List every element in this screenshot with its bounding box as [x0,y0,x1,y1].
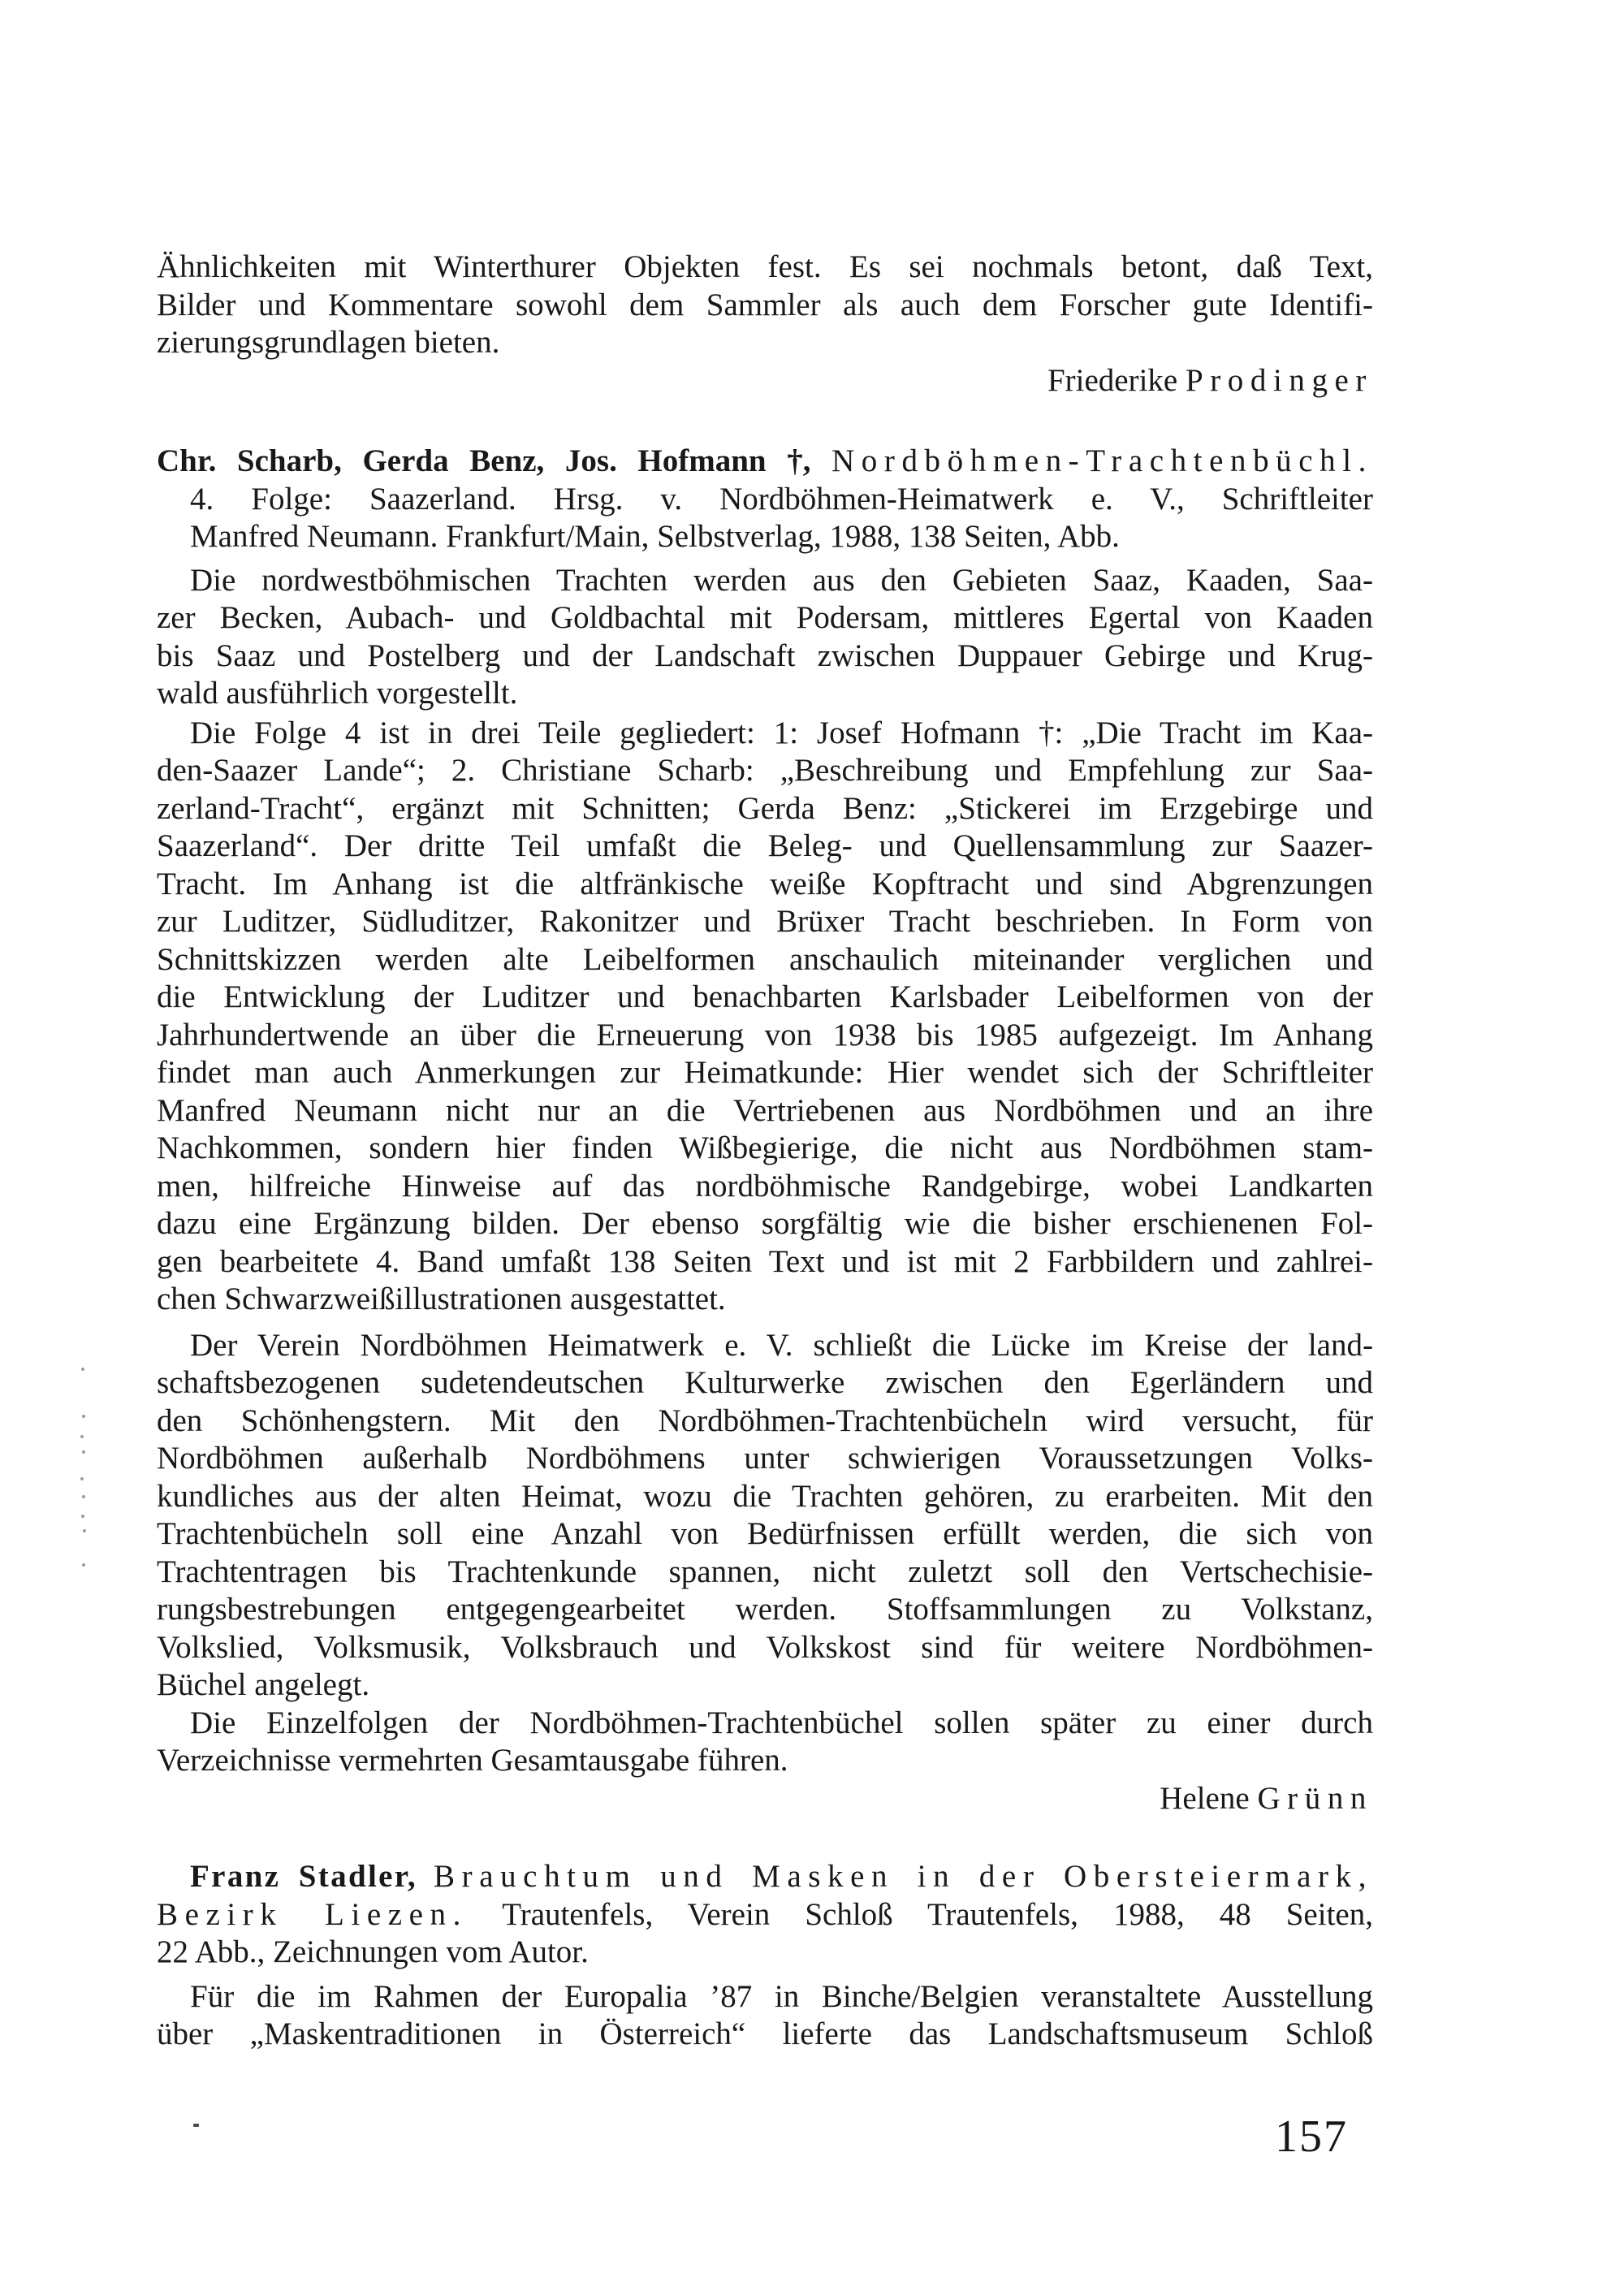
scan-speck [82,1495,85,1498]
text-segment: rungsbestrebungen entgegengearbeitet werden. Stoffsammlungen zu Volkstanz, [157,1592,1373,1627]
spaced-text: Bezirk Liezen. [157,1896,468,1932]
text-segment: zur Luditzer, Südluditzer, Rakonitzer und Brüxer Tracht beschrieben. In Form von [157,904,1373,939]
text-segment [417,1859,434,1894]
text-line [157,1934,1373,1972]
text-line [157,828,1373,866]
text-segment: Büchel angelegt. [157,1667,370,1702]
text-line [157,324,1373,362]
text-segment: Verzeichnisse vermehrten Gesamtausgabe führen. [157,1743,788,1778]
author-signature [157,1780,1373,1818]
text-line [157,1243,1373,1281]
text-segment: Tracht. Im Anhang ist die altfränkische weiße Kopftracht und sind Abgrenzungen [157,866,1373,901]
text-segment: Die Einzelfolgen der Nordböhmen-Trachtenbüchel sollen später zu einer durch [190,1705,1373,1740]
text-segment: Trachtentragen bis Trachtenkunde spannen, nicht zuletzt soll den Vertschechisie- [157,1554,1374,1589]
text-line [157,790,1373,828]
text-line [157,903,1373,941]
signature-gruenn [157,1780,1373,1818]
text-segment: 22 Abb., Zeichnungen vom Autor. [157,1934,589,1969]
text-line [157,1327,1373,1365]
text-segment: Nachkommen, sondern hier finden Wißbegierige, die nicht aus Nordböhmen stam- [157,1130,1374,1165]
text-line [157,1402,1373,1441]
text-segment: Für die im Rahmen der Europalia ’87 in Binche/Belgien veranstaltete Ausstellung [190,1978,1374,2014]
text-segment: bis Saaz und Postelberg und der Landschaft zwischen Duppauer Gebirge und Krug- [157,638,1373,673]
text-segment: Die nordwestböhmischen Trachten werden aus den Gebieten Saaz, Kaaden, Saa- [190,562,1373,598]
text-segment: schaftsbezogenen sudetendeutschen Kulturwerke zwischen den Egerländern und [157,1365,1373,1400]
text-line [157,1168,1373,1206]
text-segment: Nordböhmen außerhalb Nordböhmens unter schwierigen Voraussetzungen Volks- [157,1441,1373,1476]
text-line [157,1054,1373,1092]
text-column [157,249,1373,2054]
text-segment: Ähnlichkeiten mit Winterthurer Objekten fest. Es sei nochmals betont, daß Text, [157,249,1374,284]
text-line [157,1515,1373,1554]
text-line [157,1858,1373,1896]
text-segment: Saazerland“. Der dritte Teil umfaßt die Beleg- und Quellensammlung zur Saazer- [157,828,1374,863]
text-segment: Bilder und Kommentare sowohl dem Sammler als auch dem Forscher gute Identifi- [157,287,1373,322]
text-line [157,1742,1373,1780]
text-line [157,1478,1373,1516]
text-line [157,249,1373,287]
text-line [157,1978,1373,2016]
text-segment: zer Becken, Aubach- und Goldbachtal mit Podersam, mittleres Egertal von Kaaden [157,600,1373,635]
text-line [157,638,1373,676]
text-segment: Manfred Neumann nicht nur an die Vertriebenen aus Nordböhmen und an ihre [157,1092,1374,1128]
text-line [157,1440,1373,1478]
scan-speck [80,1435,84,1438]
scan-speck [83,1529,86,1532]
text-line [157,1666,1373,1705]
text-line [157,1364,1373,1402]
text-segment: den Schönhengstern. Mit den Nordböhmen-Trachtenbücheln wird versucht, für [157,1402,1373,1438]
text-segment: gen bearbeitete 4. Band umfaßt 138 Seiten Text und ist mit 2 Farbbildern und zahlrei- [157,1243,1374,1279]
text-segment: Schnittskizzen werden alte Leibelformen anschaulich miteinander verglichen und [157,941,1373,977]
bold-text: Franz Stadler, [190,1859,417,1894]
scan-speck [193,2124,199,2127]
review-1-para-4 [157,1705,1373,1780]
text-segment: Der Verein Nordböhmen Heimatwerk e. V. schließt die Lücke im Kreise der land- [190,1327,1373,1363]
spaced-text: Nordböhmen-Trachtenbüchl. [831,443,1373,478]
text-line [157,599,1373,638]
spaced-text: Grünn [1257,1780,1373,1816]
page-number: 157 [1275,2111,1348,2162]
text-line [157,1554,1373,1592]
scan-speck [81,1515,84,1518]
text-line [157,1130,1373,1168]
text-line [157,481,1373,519]
review-1-para-3 [157,1327,1373,1705]
text-segment: den-Saazer Lande“; 2. Christiane Scharb: „Beschreibung und Empfehlung zur Saa- [157,753,1373,788]
text-line [157,1092,1373,1130]
text-segment: über „Maskentraditionen in Österreich“ lieferte das Landschaftsmuseum Schloß [157,2016,1374,2051]
text-segment: Volkslied, Volksmusik, Volksbrauch und Volkskost sind für weitere Nordböhmen- [157,1629,1374,1665]
review-1-para-2 [157,715,1373,1319]
review-2-heading [157,1858,1373,1972]
text-segment: Trautenfels, Verein Schloß Trautenfels, 1988, 48 Seiten, [467,1896,1373,1932]
text-line [157,1629,1373,1667]
text-segment: zerland-Tracht“, ergänzt mit Schnitten; Gerda Benz: „Stickerei im Erzgebirge und [157,790,1373,826]
scan-speck [82,1450,85,1454]
text-line [157,562,1373,600]
text-line [157,675,1373,713]
text-segment: Trachtenbücheln soll eine Anzahl von Bedürfnissen erfüllt werden, die sich von [157,1516,1374,1551]
text-line [157,1705,1373,1743]
scan-speck [81,1368,84,1371]
text-segment: Manfred Neumann. Frankfurt/Main, Selbstverlag, 1988, 138 Seiten, Abb. [190,519,1120,554]
text-line [157,866,1373,904]
review-2-para-1 [157,1978,1373,2054]
text-line [157,518,1373,556]
author-signature [157,362,1373,400]
text-line [157,752,1373,790]
text-segment: kundliches aus der alten Heimat, wozu die Trachten gehören, zu erarbeiten. Mit den [157,1478,1373,1514]
text-segment: die Entwicklung der Luditzer und benachbarten Karlsbader Leibelformen von der [157,979,1373,1014]
text-segment: wald ausführlich vorgestellt. [157,676,518,711]
text-segment: chen Schwarzweißillustrationen ausgestattet. [157,1281,726,1316]
text-line [157,1591,1373,1629]
scan-speck [80,1477,84,1480]
text-segment: Friederike [1047,362,1186,398]
text-line [157,443,1373,481]
text-segment: Helene [1160,1780,1258,1816]
text-line [157,1017,1373,1055]
text-line [157,2016,1373,2054]
text-segment: 4. Folge: Saazerland. Hrsg. v. Nordböhmen-Heimatwerk e. V., Schriftleiter [190,481,1373,516]
spaced-text: Brauchtum und Masken in der Obersteiermark, [434,1859,1374,1894]
scan-speck [82,1415,85,1418]
text-segment: findet man auch Anmerkungen zur Heimatkunde: Hier wendet sich der Schriftleiter [157,1055,1374,1090]
text-segment: dazu eine Ergänzung bilden. Der ebenso sorgfältig wie die bisher erschienenen Fol- [157,1206,1374,1241]
scan-speck [82,1563,85,1567]
bold-text: Chr. Scharb, Gerda Benz, Jos. Hofmann †, [157,443,832,478]
text-line [157,1896,1373,1934]
text-line [157,715,1373,753]
text-segment: zierungsgrundlagen bieten. [157,325,500,360]
para-intro-continuation [157,249,1373,362]
text-line [157,1205,1373,1243]
review-1-heading [157,443,1373,556]
text-segment: Die Folge 4 ist in drei Teile gegliedert: 1: Josef Hofmann †: „Die Tracht im Kaa- [190,715,1374,750]
text-segment: men, hilfreiche Hinweise auf das nordböhmische Randgebirge, wobei Landkarten [157,1168,1374,1204]
text-line [157,941,1373,979]
text-line [157,287,1373,325]
text-line [157,979,1373,1017]
text-segment: Jahrhundertwende an über die Erneuerung von 1938 bis 1985 aufgezeigt. Im Anhang [157,1017,1373,1052]
review-1-para-1 [157,562,1373,713]
signature-prodinger [157,362,1373,400]
spaced-text: Prodinger [1185,362,1373,398]
text-line [157,1281,1373,1319]
